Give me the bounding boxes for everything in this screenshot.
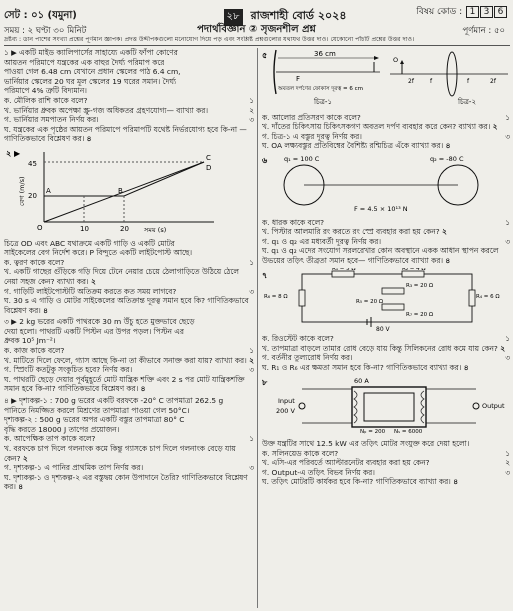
point-D: D <box>206 163 212 172</box>
fig1-focus: F <box>296 75 301 83</box>
transformer-figure <box>262 375 510 437</box>
q2-part-gha: ঘ. 30 s এ গাড়ি ও মোটর সাইকেলের অতিক্রান্ত দূরত্ব সমান হবে কি? গাণিতিকভাবে বিশ্লেষণ কর। ৪ <box>4 296 249 315</box>
charge-q2-label: q₂ = -80 C <box>430 154 464 163</box>
q8-part-ga: গ. Output-এ তড়িৎ বিভব নির্ণয় কর। ৩ <box>262 467 510 477</box>
stem-line: দেয়া হলো। পাথরটি একটি পিস্টন এর উপর পড়ল। পিস্টন এর <box>4 326 184 336</box>
q2-part-kha: খ. একটি গাছের গুঁড়িকে গড়ি দিয়ে টেনে নেয়ার চেয়ে ঠেলাগাড়িতে উঠিয়ে ঠেলে নেয়া সহজ কেন? ব্যাখ্যা কর। ২ <box>4 267 239 286</box>
question-1 <box>4 48 254 144</box>
question-4 <box>4 396 254 492</box>
charges-figure <box>262 153 510 215</box>
q3-part-gha: ঘ. পাথরটি ছেড়ে দেয়ার পূর্বমুহূর্তে মোট যান্ত্রিক শক্তি এবং 2 s পর মোট যান্ত্রিকশক্তি সমান হবে কি-না? গাণিতিকভাবে বিশ্লেষণ কর। ৪ <box>4 374 245 394</box>
svg-text:R₆ = 8 Ω: R₆ = 8 Ω <box>264 293 288 300</box>
concave-mirror <box>274 50 276 94</box>
time-label: সময় : ২ ঘণ্টা ৩০ মিনিট <box>4 26 87 36</box>
stem-line: সাইকেলের বেগ নির্দেশ করে। P বিন্দুতে একটি লাইটপোস্ট আছে। <box>4 248 193 258</box>
subject-code-label: বিষয় কোড : <box>416 7 463 17</box>
question-5 <box>262 48 510 151</box>
svg-text:2f: 2f <box>490 78 496 85</box>
year-tag: ২৮ <box>224 9 243 26</box>
q3-part-ga: গ. স্প্রিংটি কতটুকু সংকুচিত হবে? নির্ণয় কর। ৩ <box>4 365 254 375</box>
q1-part-ka: ক. মৌলিক রাশি কাকে বলে? ১ <box>4 95 254 105</box>
full-marks: পূর্ণমান : ৫০ <box>462 26 505 36</box>
q2-part-ga: গ. গাড়িটি লাইটপোস্টটি অতিক্রম করতে কত সময় লাগবে? ৩ <box>4 286 254 296</box>
q6-part-ka: ক. ধারক কাকে বলে? ১ <box>262 217 510 227</box>
code-digit: 3 <box>480 6 493 18</box>
q6-part-ga: গ. q₁ ও q₂ এর মধ্যবর্তী দূরত্ব নির্ণয় কর। ৩ <box>262 236 510 246</box>
force-label: F = 4.5 × 10¹³ N <box>354 204 408 213</box>
svg-text:R₅ = 20 Ω: R₅ = 20 Ω <box>356 298 384 305</box>
q5-part-gha: ঘ. OA লক্ষ্যবস্তুর প্রতিবিম্বের বৈশিষ্ট্য রশ্মিচিত্র এঁকে ব্যাখ্যা কর। ৪ <box>262 141 451 151</box>
q5-part-kha: খ. দাঁতের চিকিৎসায় চিকিৎসকগণ অবতল দর্পণ ব্যবহার করে কেন? ব্যাখ্যা কর। ২ <box>262 122 498 132</box>
svg-text:f: f <box>430 78 433 85</box>
svg-text:f: f <box>467 78 470 85</box>
fig1-distance: 36 cm <box>314 50 336 58</box>
stem-line: ৪ ▶ দৃশ্যকল্প-১ : 700 g ভরের একটি বরফকে -20° C তাপমাত্রা 262.5 g <box>4 396 224 406</box>
svg-text:R₄ = 6 Ω: R₄ = 6 Ω <box>476 293 500 300</box>
set-label: সেট : ০১ (যমুনা) <box>4 10 77 21</box>
svg-text:৮: ৮ <box>262 377 268 387</box>
svg-text:2f: 2f <box>408 78 414 85</box>
stem-line: চিত্রে OD এবং ABC যথাক্রমে একটি গাড়ি ও একটি মোটর <box>4 238 175 248</box>
fig1-subcaption: অবতল দর্পণের ফোকাস দূরত্ব = 6 cm <box>278 86 363 92</box>
stem-line: উক্ত যন্ত্রটির সাথে 12.5 kW এর তড়িৎ মোটর সংযুক্ত করে দেয়া হলো। <box>262 439 470 449</box>
q2-part-ka: ক. ত্বরণ কাকে বলে? ১ <box>4 257 254 267</box>
instruction-line: দ্রষ্টব্য : ডান পাশের সংখ্যা প্রশ্নের পূর্ণমান জ্ঞাপক। প্রদত্ত উদ্দীপকগুলো মনোযোগ দিয়ে পড় এবং সংশ্লিষ্ট প্রশ্নগুলোর যথাযথ উত্তর দাও। যেকোনো পাঁচটি প্রশ্নের উত্তর দাও। <box>4 36 510 46</box>
q3-part-ka: ক. কাজ কাকে বলে? ১ <box>4 346 254 356</box>
stem-line: ভার্নিয়ার স্কেলের 20 ঘর মূল স্কেলের 19 ঘরের সমান। দৈর্ঘ্য <box>4 76 177 86</box>
graph-xlabel: সময় (s) <box>144 225 167 234</box>
svg-text:৬: ৬ <box>262 155 268 165</box>
q5-part-ga: গ. চিত্র-১ এ বস্তুর দূরত্ব নির্ণয় কর। ৩ <box>262 131 510 141</box>
optics-figures <box>262 48 510 110</box>
question-7 <box>262 268 510 373</box>
stem-line: পানিতে নিমজ্জিত করলে মিশ্রণের তাপমাত্রা পাওয়া গেল 50°C। <box>4 405 190 415</box>
svg-text:৭: ৭ <box>262 270 268 280</box>
point-O: O <box>37 223 43 232</box>
ns-label: Nₛ = 6000 <box>394 428 423 435</box>
fig1-caption: চিত্র-১ <box>314 98 332 106</box>
point-B: B <box>118 186 123 195</box>
q3-part-kha: খ. মাটিতে দিলে ফেলে, গ্যাস আছে কি-না তা কীভাবে সনাক্ত করা যায়? ব্যাখ্যা কর। ২ <box>4 355 254 365</box>
y-tick-45: 45 <box>28 159 37 168</box>
subject-code <box>416 4 507 19</box>
q8-part-kha: খ. এসি-এর পরিবর্তে অ্যাল্টারনেটর ব্যবহার করা হয় কেন? ২ <box>262 458 510 468</box>
svg-text:R₁ = 5 Ω: R₁ = 5 Ω <box>332 267 356 272</box>
x-tick-20: 20 <box>120 224 129 233</box>
q6-part-gha: ঘ. q₁ ও q₂ এদের সংযোগ সরলরেখার কোন অবস্থানে একক আধান স্থাপন করলে উভয়ের তড়িৎ তীব্রতা সমান হবে— গাণিতিকভাবে ব্যাখ্যা কর। ৪ <box>262 246 499 265</box>
graph-ylabel: বেগ (m/s) <box>18 176 26 206</box>
stem-line: ১ ▶ একটি মাইড ক্যালিপার্সের সাহায্যে একটি ফাঁপা কোণের <box>4 48 178 57</box>
code-digit: 6 <box>494 6 507 18</box>
input-label: Input <box>278 396 295 405</box>
stem-line: পাওয়া গেল 6.48 cm যেখানে প্রধান স্কেলের পাঠ 6.4 cm, <box>4 67 181 77</box>
y-tick-20: 20 <box>28 191 37 200</box>
input-voltage: 200 V <box>276 406 295 415</box>
stem-line: দৃশ্যকল্প-২ : 500 g ভরের অপর একটি বস্তুর তাপমাত্রা 80° C <box>4 415 185 425</box>
q7-part-gha: ঘ. R₁ ও R₆ এর ক্ষমতা সমান হবে কি-না? গাণিতিকভাবে ব্যাখ্যা কর। ৪ <box>262 362 469 372</box>
svg-text:R₂ = 4 Ω: R₂ = 4 Ω <box>402 267 426 272</box>
charge-q1-label: q₁ = 100 C <box>284 154 320 163</box>
left-column <box>4 48 254 492</box>
q8-part-gha: ঘ. তড়িৎ মোটরটি কার্যকর হবে কি-না? গাণিতিকভাবে ব্যাখ্যা কর। ৪ <box>262 477 458 487</box>
svg-text:৫: ৫ <box>262 51 268 60</box>
subject-title: পদার্থবিজ্ঞান ② সৃজনশীল প্রশ্ন <box>197 24 316 35</box>
velocity-time-graph <box>4 146 254 236</box>
point-C: C <box>206 153 211 162</box>
point-A: A <box>46 186 51 195</box>
column-divider <box>257 48 258 608</box>
question-8 <box>262 375 510 488</box>
q1-part-gha: ঘ. যন্ত্রকের এক পৃষ্ঠের আয়তন পরিমাপে পরিমাপটি যথেষ্ট নির্ভরযোগ্য হবে কি-না — গাণিতিকভাবে বিশ্লেষণ কর। ৪ <box>4 124 247 144</box>
q4-part-gha: ঘ. দৃশ্যকল্প-১ ও দৃশ্যকল্প-২ এর বস্তুদ্বয় কোন উপাদানে তৈরি? গাণিতিকভাবে বিশ্লেষণ কর। ৪ <box>4 472 248 492</box>
svg-text:R₇ = 20 Ω: R₇ = 20 Ω <box>406 311 434 318</box>
q7-part-ka: ক. রিওস্টেট কাকে বলে? ১ <box>262 334 510 344</box>
battery-voltage: 80 V <box>376 325 390 332</box>
question-3 <box>4 317 254 394</box>
right-column <box>262 48 510 487</box>
q1-part-kha: খ. ভার্নিয়ার ধ্রুবক অপেক্ষা স্ক্রু-গজ অধিকতর গ্রহণযোগ্য— ব্যাখ্যা কর। ২ <box>4 105 254 115</box>
q1-part-ga: গ. ভার্নিয়ার সমপাতন নির্ণয় কর। ৩ <box>4 115 254 125</box>
q4-part-ka: ক. আপেক্ষিক তাপ কাকে বলে? ১ <box>4 434 254 444</box>
question-6 <box>262 153 510 266</box>
current-label: 60 A <box>354 376 369 385</box>
x-tick-10: 10 <box>80 224 89 233</box>
stem-line: বৃদ্ধি করতে 18000 J তাপের প্রয়োজন। <box>4 424 120 434</box>
stem-line: ধ্রুবক 10⁵ Jm⁻²। <box>4 336 56 346</box>
board-name: রাজশাহী বোর্ড ২০২৪ <box>250 9 347 22</box>
svg-text:২ ▶: ২ ▶ <box>6 148 21 158</box>
q7-part-ga: গ. বর্তনীর তুল্যরোধ নির্ণয় কর। ৩ <box>262 353 510 363</box>
q6-part-kha: খ. পিস্টার আলমারি রং করতে রং স্প্রে ব্যবহার করা হয় কেন? ২ <box>262 227 447 237</box>
output-label: Output <box>482 401 505 410</box>
resistor-circuit <box>262 268 510 332</box>
q5-part-ka: ক. আলোর প্রতিসরণ কাকে বলে? ১ <box>262 112 510 122</box>
stem-line: আয়তন পরিমাপে যন্ত্রকের এক বাহুর দৈর্ঘ্য পরিমাপ করে <box>4 57 165 67</box>
q4-part-kha: খ. বরফকে চাপ দিলে গলনাংক কমে কিন্তু গ্যাসকে চাপ দিলে গলনাংক বেড়ে যায় কেন? ২ <box>4 444 236 463</box>
q8-part-ka: ক. সলিনয়েড কাকে বলে? ১ <box>262 448 510 458</box>
np-label: Nₚ = 200 <box>360 428 386 435</box>
fig2-caption: চিত্র-২ <box>458 98 477 106</box>
stem-line: পরিমাপে 4% ত্রুটি বিদ্যমান। <box>4 86 87 96</box>
question-2 <box>4 146 254 315</box>
code-digit: 1 <box>466 6 479 18</box>
svg-text:R₃ = 20 Ω: R₃ = 20 Ω <box>406 282 434 289</box>
stem-line: ৩ ▶ 2 kg ভরের একটি পাথরকে 30 m উঁচু হতে মুক্তভাবে ছেড়ে <box>4 317 195 327</box>
q7-part-kha: খ. তাপমাত্রা বাড়লে তামার রোধ বেড়ে যায় কিন্তু সিলিকনের রোধ কমে যায় কেন? ২ <box>262 343 506 353</box>
q1-stem <box>4 48 254 96</box>
q4-part-ga: গ. দৃশ্যকল্প-১ এ পানির প্রাথমিক তাপ নির্ণয় কর। ৩ <box>4 463 254 473</box>
svg-text:O: O <box>393 56 399 64</box>
